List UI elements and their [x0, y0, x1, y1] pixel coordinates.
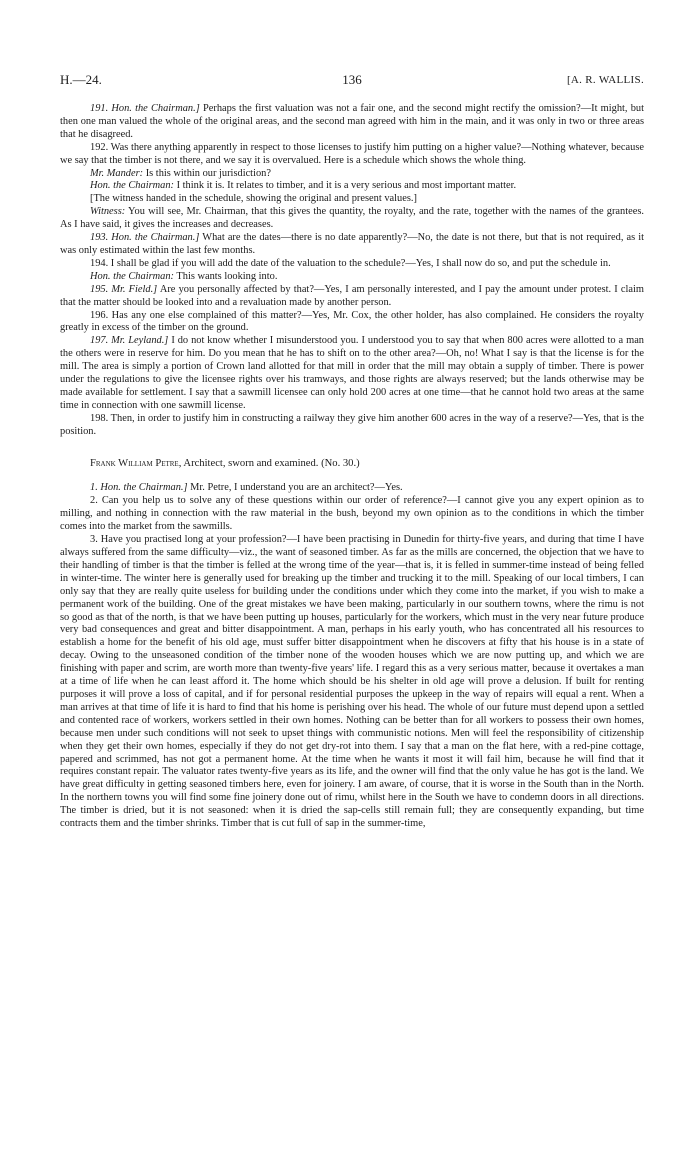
witness-heading: Frank William Petre, Architect, sworn and examined. (No. 30.): [90, 457, 360, 469]
paragraph-chairman-1: Hon. the Chairman: I think it is. It relates to timber, and it is a very serious and most important matter.: [90, 180, 517, 192]
witness-running-head: [A. R. WALLIS.: [566, 74, 644, 86]
paragraph-witness: Witness: You will see, Mr. Chairman, that this gives the quantity, the royalty, and the rate, together with the names of the grantees. As I have said, it gives the increases and decreases.: [60, 206, 644, 231]
paragraph-192: 192. Was there anything apparently in respect to those licenses to justify him putting on a higher value?—Nothing whatever, because we say that the timber is not there, and we say it is overvalued. Here is a schedule which shows the whole thing.: [60, 141, 644, 166]
question-2: 2. Can you help us to solve any of these questions within our order of reference?—I cannot give you any expert opinion as to milling, and nothing in connection with the raw material in the bush, beyond my own opinion as to the conditions in which the timber comes into the market from the sawmills.: [60, 495, 644, 533]
paragraph-198: 198. Then, in order to justify him in constructing a railway they give him another 600 acres in the way of a reserve?—Yes, that is the position.: [60, 412, 644, 437]
question-1: 1. Hon. the Chairman.] Mr. Petre, I understand you are an architect?—Yes.: [90, 482, 403, 494]
paragraph-mander: Mr. Mander: Is this within our jurisdiction?: [90, 167, 271, 179]
page-number: 136: [342, 72, 362, 87]
question-3: 3. Have you practised long at your profession?—I have been practising in Dunedin for thirty-five years, and during that time I have always suffered from the same difficulty—viz., the want of seasoned timber. As far as the mills are concerned, the objection that we have to their handling of timber is that the timber is felled at the wrong time of the year—that is, it is felled in summer-time instead of being felled in winter-time. The winter here is generally used for breaking up the timber and trucking it to the mill. Speaking of our local timbers, I can only say that they are really quite useless for building under the conditions under which they come into the market, if you wish to make a permanent work of the building. One of the great mistakes we have been making, particularly in our southern towns, where the rimu is not so good as that of the north, is that we have been putting up houses, particularly for the workers, which must in the very near future produce very bad consequences and great and bitter disappointment. A man, perhaps in his early youth, who has concentrated all his resources to establish a home for the benefit of his old age, must suffer bitter disappointment when he discovers at fifty that his house is in a state of decay. Owing to the unseasoned condition of the timber none of the wooden houses which we are now putting up, and which we are finishing with paper and scrim, are worth more than twenty-five years' life. I regard this as a very serious matter, because it overtakes a man at a time of life when he can least afford it. The home which should be his shelter in old age will prove a delusion. If built for renting purposes it will prove a loss of capital, and if for personal residential purposes the upkeep in the way of repairs will equal a rent. When a man arrives at that time of life it is hard to find that his home is perishing over his head. The whole of our future must depend upon a settled and contented race of workers, workers settled in their own homes. Nothing can be better than for all workers to possess their own homes, because men under such conditions will not seek to upset things with communistic notions. Men will feel the responsibility of citizenship when they get their own homes, especially if they do not get dry-rot into them. I say that a man on the flat here, with a red-pine cottage, papered and scrimmed, has not got a permanent home. At the time when he wants it most it will fail him, because he will find that it requires constant repair. The valuator rates twenty-five years as its life, and the owner will find that the only value he has got is the land. We have great difficulty in getting seasoned timbers here, even for joinery. I am aware, of course, that it is worse in the South than in the North. In the northern towns you will find some fine joinery done out of rimu, whilst here in the South we have to condemn doors in all directions. The timber is dried, but it is not seasoned: when it is dried the sap-cells still remain full; they are consequently expanding, but time contracts them and the timber shrinks. Timber that is cut full of sap in the summer-time,: [60, 534, 644, 830]
document-body: [60, 103, 644, 831]
report-code: H.—24.: [60, 72, 102, 87]
paragraph-194: 194. I shall be glad if you will add the date of the valuation to the schedule?—Yes, I shall now do so, and put the schedule in.: [90, 257, 611, 269]
page-header: [60, 74, 644, 92]
witness-name: Frank William Petre: [90, 457, 179, 469]
paragraph-196: 196. Has any one else complained of this matter?—Yes, Mr. Cox, the other holder, has also complained. He considers the royalty greatly in excess of the timber on the ground.: [60, 309, 644, 334]
paragraph-193: 193. Hon. the Chairman.] What are the dates—there is no date apparently?—No, the date is not there, but that is not required, as it was only estimated within the last few months.: [60, 232, 644, 256]
paragraph-chairman-2: Hon. the Chairman: This wants looking into.: [90, 270, 278, 282]
paragraph-195: 195. Mr. Field.] Are you personally affected by that?—Yes, I am personally interested, and I pay the amount under protest. I claim that the matter should be looked into and a revaluation made by another person.: [60, 283, 644, 308]
paragraph-schedule-note: [The witness handed in the schedule, showing the original and present values.]: [90, 193, 417, 205]
paragraph-191: 191. Hon. the Chairman.] Perhaps the first valuation was not a fair one, and the second might rectify the omission?—It might, but then one man valued the whole of the original areas, and the second man agreed with him in the main, and it was only in two or three areas that he disagreed.: [60, 103, 644, 140]
paragraph-197: 197. Mr. Leyland.] I do not know whether I misunderstood you. I understood you to say that when 800 acres were allotted to a man the others were in reserve for him. Do you mean that he has to shift on to the other area?—Oh, no! What I say is that the license is for the mill. The area is simply a portion of Crown land allotted for that mill in order that the mill may obtain a supply of timber. There is power under the regulations to give the licensee rights over his tramways, and those rights are always reserved; but the lands otherwise may be made available for settlement. I say that a sawmill licensee can only hold 200 acres at one time—that he cannot hold two areas at the same time in connection with one sawmill license.: [60, 335, 644, 411]
